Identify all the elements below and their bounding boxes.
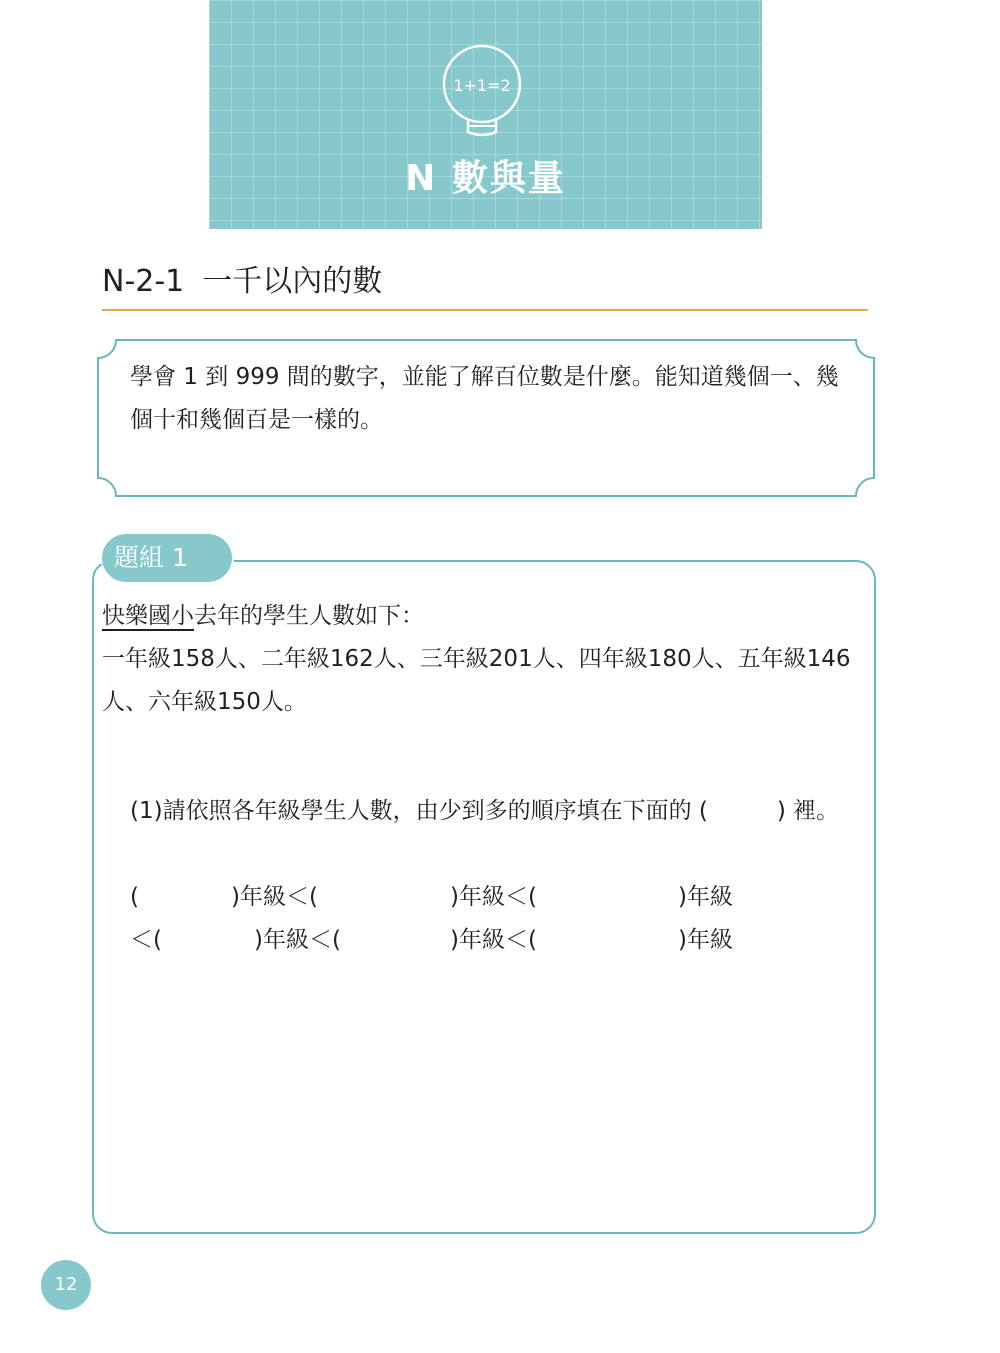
question-group-tab: 題組 1 — [102, 534, 232, 582]
question-intro — [102, 595, 872, 724]
student-counts: 一年級158人、二年級162人、三年級201人、四年級180人、五年級146人、六年級150人。 — [102, 646, 851, 715]
question-1: (1)請依照各年級學生人數，由少到多的順序填在下面的 ( ) 裡。 — [130, 798, 840, 824]
answer-blank[interactable]: ( )年級＜( — [130, 884, 318, 910]
section-code: N-2-1 — [102, 264, 185, 299]
answer-blank[interactable]: )年級 — [586, 927, 733, 953]
intro-text: 去年的學生人數如下： — [194, 603, 424, 629]
answer-row-2 — [130, 919, 860, 962]
page-number: 12 — [41, 1260, 91, 1310]
answer-blank[interactable]: )年級＜( — [358, 884, 537, 910]
learning-objective: 學會 1 到 999 間的數字，並能了解百位數是什麼。能知道幾個一、幾個十和幾個百是一樣的。 — [130, 364, 839, 433]
answer-rows — [130, 876, 860, 962]
answer-blank[interactable]: ＜( )年級＜( — [130, 927, 341, 953]
answer-blank[interactable]: )年級 — [586, 884, 733, 910]
chapter-header — [209, 0, 762, 229]
answer-row-1 — [130, 876, 860, 919]
answer-blank[interactable]: )年級＜( — [358, 927, 537, 953]
heading-divider — [102, 309, 868, 311]
unit-title: N 數與量 — [405, 158, 566, 199]
section-title: 一千以內的數 — [202, 264, 383, 299]
section-heading — [102, 256, 382, 300]
school-name: 快樂國小 — [102, 603, 194, 629]
bulb-label: 1+1=2 — [453, 76, 511, 95]
